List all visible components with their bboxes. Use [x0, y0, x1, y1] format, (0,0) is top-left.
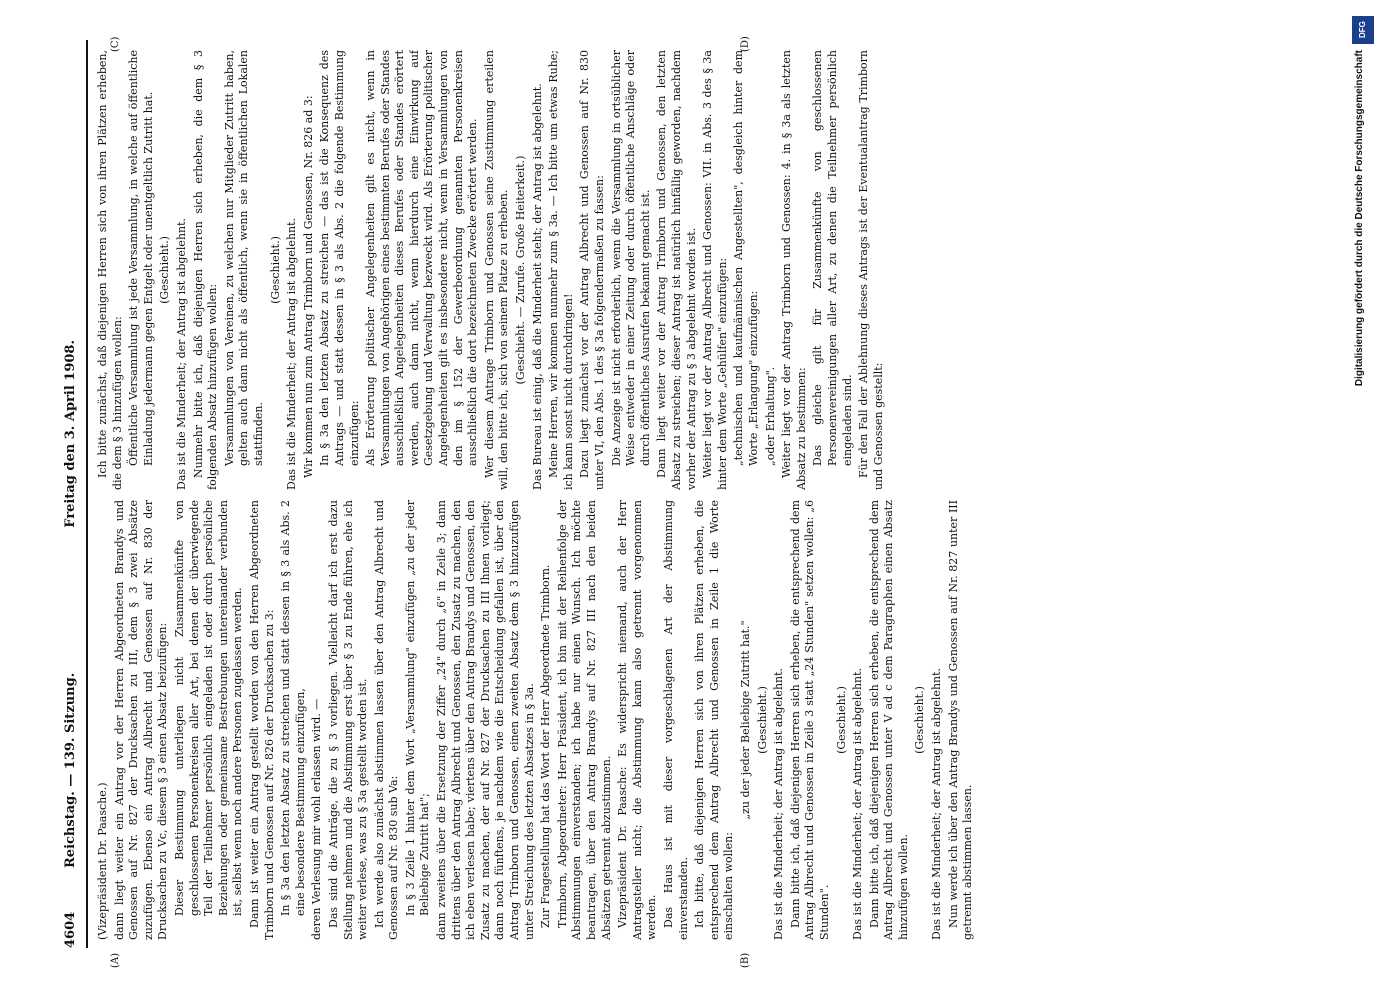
paragraph: (Geschieht.): [834, 686, 848, 754]
paragraph: „oder Erhaltung".: [763, 366, 777, 466]
paragraph: Das gleiche gilt für Zusammenkünfte von geschlossenen Personenvereinigungen aller Art, zu denen die Teilnehmer persönlich eingeladen sind.: [811, 50, 854, 466]
session-title: Reichstag. — 139. Sitzung.: [63, 672, 78, 868]
paragraph: Dieser Bestimmung unterliegen nicht Zusammenkünfte von geschlossenen Personenkreisen aller Art, bei denen der überwiegende Teil der Teilnehmer persönlich eingeladen ist oder durch persönliche Beziehungen oder gemeinsame Bestrebungen untereinander verbunden ist, selbst wenn noch andere Personen zugelassen werden.: [172, 500, 245, 916]
margin-mark-a: (A): [110, 952, 121, 968]
paragraph: Ich werde also zunächst abstimmen lassen über den Antrag Albrecht und Genossen auf Nr. 830 sub Va:: [372, 500, 401, 940]
right-column: [96, 50, 1356, 490]
paragraph: Für den Fall der Ablehnung dieses Antrags ist der Eventualantrag Trimborn und Genossen gestellt:: [857, 50, 885, 490]
paragraph: (Vizepräsident Dr. Paasche.): [96, 782, 109, 940]
margin-mark-b: (B): [740, 952, 751, 968]
paragraph: Die Anzeige ist nicht erforderlich, wenn die Versammlung in ortsüblicher Weise entweder in einer Zeitung oder durch öffentliche Anschläge oder durch öffentliches Ausrufen bekannt gemacht ist.: [609, 50, 652, 466]
paragraph: Das sind die Anträge, die zu § 3 vorliegen. Vielleicht darf ich erst dazu Stellung nehmen und die Abstimmung erst über § 3 zu Ende führen, ehe ich weiter verlese, was zu § 3a gestellt worden ist.: [326, 500, 370, 940]
paragraph: deren Verlesung mir wohl erlassen wird. —: [310, 698, 324, 940]
paragraph: Das Haus ist mit dieser vorgeschlagenen Art der Abstimmung einverstanden.: [661, 500, 690, 940]
page-header: [60, 40, 88, 948]
paragraph: (Geschieht.): [913, 686, 927, 754]
paragraph: Das Bureau ist einig, daß die Minderheit steht; der Antrag ist abgelehnt.: [530, 83, 544, 490]
paragraph: Vizepräsident Dr. Paasche: Es widerspricht niemand, auch der Herr Antragsteller nicht; die Abstimmung kann also getrennt vorgenommen werden.: [616, 500, 659, 940]
paragraph: Trimborn, Abgeordneter: Herr Präsident, ich bin mit der Reihenfolge der Abstimmungen einverstanden; ich habe nur einen Wunsch. Ich möchte beantragen, über den Antrag Brandys auf Nr. 827 III nach den beiden Absätzen getrennt abzustimmen.: [555, 500, 613, 940]
paragraph: Dazu liegt zunächst vor der Antrag Albrecht und Genossen auf Nr. 830 unter VI, den Abs. 1 des § 3a folgendermaßen zu fassen:: [578, 50, 606, 490]
paragraph: Wer diesem Antrage Trimborn und Genossen seine Zustimmung erteilen will, den bitte ich, sich von seinem Platze zu erheben.: [482, 50, 511, 490]
paragraph: Wir kommen nun zum Antrag Trimborn und Genossen, Nr. 826 ad 3:: [301, 95, 315, 478]
paragraph: „zu der jeder Beliebige Zutritt hat.": [738, 620, 752, 820]
paragraph: (Geschieht. — Zurufe. Große Heiterkeit.): [514, 155, 528, 385]
paragraph: In § 3a den letzten Absatz zu streichen — das ist die Konsequenz des Antrags — und statt dessen in § 3 als Abs. 2 die folgende Bestimmung einzufügen:: [318, 50, 361, 466]
dfg-logo: DFG: [1352, 16, 1374, 44]
paragraph: Dann bitte ich, daß diejenigen Herren sich erheben, die entsprechend dem Antrag Albrecht und Genossen in Zeile 3 statt „24 Stunden" setzen wollen: „6 Stunden".: [788, 500, 831, 940]
paragraph: (Geschieht.): [755, 686, 769, 754]
paragraph: Ich bitte zunächst, daß diejenigen Herren sich von ihren Plätzen erheben, die dem § 3 hinzufügen wollen:: [96, 50, 124, 490]
paragraph: Versammlungen von Vereinen, zu welchen nur Mitglieder Zutritt haben, gelten auch dann nicht als öffentlich, wenn sie in öffentlichen Lokalen stattfinden.: [222, 50, 265, 466]
paragraph: Weiter liegt vor der Antrag Albrecht und Genossen: VII. in Abs. 3 des § 3a hinter dem Worte „Gehülfen" einzufügen:: [701, 50, 729, 490]
left-column: [96, 500, 1356, 940]
paragraph: Nunmehr bitte ich, daß diejenigen Herren sich erheben, die dem § 3 folgenden Absatz hinzufügen wollen:: [191, 50, 220, 490]
margin-mark-c: (C): [110, 36, 121, 52]
page-number: 4604: [63, 911, 78, 948]
paragraph: Nun werde ich über den Antrag Brandys und Genossen auf Nr. 827 unter III getrennt abstimmen lassen.: [946, 500, 975, 940]
paragraph: „technischen und kaufmännischen Angestellten", desgleich hinter dem Worte „Erlangung" einzufügen:: [732, 50, 760, 466]
paragraph: Das ist die Minderheit; der Antrag ist abgelehnt.: [772, 667, 786, 940]
margin-mark-d: (D): [740, 36, 751, 52]
paragraph: In § 3 Zeile 1 hinter dem Wort „Versammlung" einzufügen „zu der jeder Beliebige Zutritt hat";: [403, 500, 432, 916]
paragraph: In § 3a den letzten Absatz zu streichen und statt dessen in § 3 als Abs. 2 eine besondere Bestimmung einzufügen,: [279, 500, 307, 916]
paragraph: Dann ist weiter ein Antrag gestellt worden von den Herren Abgeordneten Trimborn und Genossen auf Nr. 826 der Drucksachen zu 3:: [247, 500, 276, 940]
digitization-stamp: [1350, 10, 1376, 570]
paragraph: Dann liegt weiter vor der Antrag Trimborn und Genossen, den letzten Absatz zu streichen; dieser Antrag ist natürlich hinfällig geworden, nachdem vorher der Antrag zu § 3 abgelehnt worden ist.: [655, 50, 698, 490]
paragraph: (Geschieht.): [268, 236, 282, 304]
date-title: Freitag den 3. April 1908.: [63, 340, 78, 528]
paragraph: Das ist die Minderheit; der Antrag ist abgelehnt.: [174, 217, 188, 490]
paragraph: Das ist die Minderheit; der Antrag ist abgelehnt.: [930, 667, 944, 940]
paragraph: Das ist die Minderheit; der Antrag ist abgelehnt.: [285, 217, 299, 490]
paragraph: dann zweitens über die Ersetzung der Ziffer „24" durch „6" in Zeile 3; dann drittens über den Antrag Albrecht und Genossen, den Zusatz zu machen, den ich eben verlesen habe; viertens über den Antrag Brandys und Genossen, den Zusatz zu machen, der auf Nr. 827 der Drucksachen zu III Ihnen vorliegt; dann noch fünftens, je nachdem wie die Entscheidung gefallen ist, über den Antrag Trimborn und Genossen, einen zweiten Absatz dem § 3 hinzuzufügen unter Streichung des letzten Absatzes in § 3a.: [435, 500, 536, 940]
paragraph: dann liegt weiter ein Antrag vor der Herren Abgeordneten Brandys und Genossen auf Nr. 827 der Drucksachen zu III, dem § 3 zwei Absätze zuzufügen. Ebenso ein Antrag Albrecht und Genossen auf Nr. 830 der Drucksachen zu Vc, diesem § 3 einen Absatz beizufügen:: [112, 500, 170, 940]
paragraph: Als Erörterung politischer Angelegenheiten gilt es nicht, wenn in Versammlungen von Angehörigen eines bestimmten Berufes oder Standes ausschließlich Angelegenheiten dieses Berufes oder Standes erörtert werden, auch dann nicht, wenn hierdurch eine Einwirkung auf Gesetzgebung und Verwaltung bezweckt wird. Als Erörterung politischer Angelegenheiten gilt es insbesondere nicht, wenn in Versammlungen von den im § 152 der Gewerbeordnung genannten Personenkreisen ausschließlich die dort bezeichneten Zwecke erörtert werden.: [364, 50, 480, 466]
paragraph: Das ist die Minderheit; der Antrag ist abgelehnt.: [851, 667, 865, 940]
paragraph: Meine Herren, wir kommen nunmehr zum § 3a. — Ich bitte um etwas Ruhe; ich kann sonst nicht durchdringen!: [547, 50, 575, 490]
stamp-text: Digitalisierung gefördert durch die Deutsche Forschungsgemeinschaft: [1354, 50, 1365, 387]
paragraph: (Geschieht.): [158, 236, 172, 304]
paragraph: Weiter liegt vor der Antrag Trimborn und Genossen: 4. in § 3a als letzten Absatz zu bestimmen:: [780, 50, 808, 490]
paragraph: Öffentliche Versammlung ist jede Versammlung, in welche auf öffentliche Einladung jedermann gegen Entgelt oder unentgeltlich Zutritt hat.: [127, 50, 155, 466]
paragraph: Zur Fragestellung hat das Wort der Herr Abgeordnete Trimborn.: [539, 564, 553, 928]
paragraph: Ich bitte, daß diejenigen Herren sich von ihren Plätzen erheben, die entsprechend dem Antrag Albrecht und Genossen in Zeile 1 die Worte einschalten wollen:: [693, 500, 736, 940]
paragraph: Dann bitte ich, daß diejenigen Herren sich erheben, die entsprechend dem Antrag Albrecht und Genossen unter V ad c dem Paragraphen einen Absatz hinzufügen wollen.: [867, 500, 910, 940]
